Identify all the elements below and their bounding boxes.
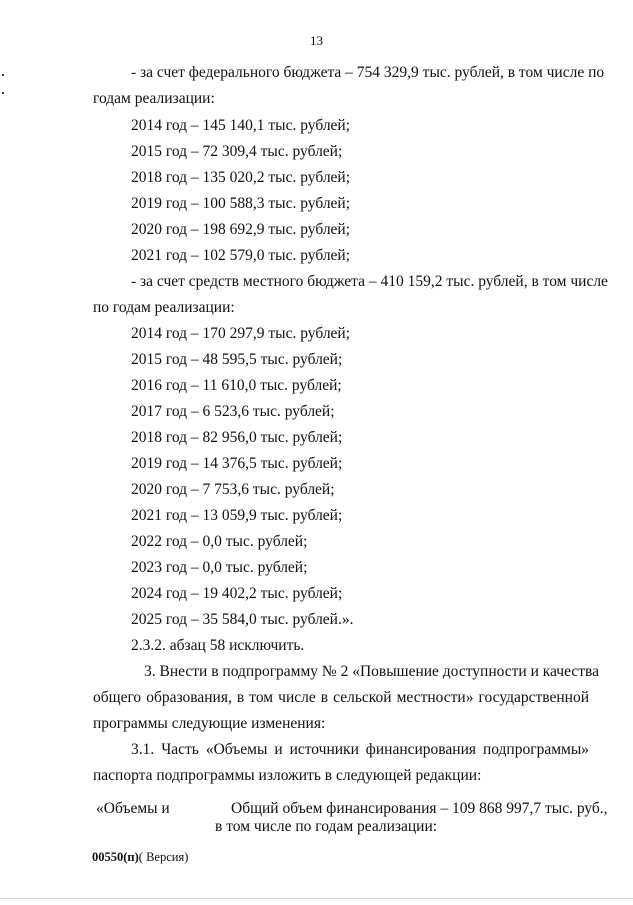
- item-3-line-2: общего образования, в том числе в сельской местности» государственной: [93, 689, 589, 706]
- local-year-2021: 2021 год – 13 059,9 тыс. рублей;: [131, 507, 343, 524]
- local-year-2019: 2019 год – 14 376,5 тыс. рублей;: [131, 455, 343, 472]
- federal-year-2015: 2015 год – 72 309,4 тыс. рублей;: [131, 143, 343, 160]
- local-year-2016: 2016 год – 11 610,0 тыс. рублей;: [131, 377, 342, 394]
- scan-edge: [0, 898, 633, 899]
- item-3-1-line-1: 3.1. Часть «Объемы и источники финансирования подпрограммы»: [131, 741, 589, 758]
- local-year-2020: 2020 год – 7 753,6 тыс. рублей;: [131, 481, 335, 498]
- page-number: 13: [310, 33, 323, 48]
- item-3-1-line-2: паспорта подпрограммы изложить в следующей редакции:: [93, 767, 482, 784]
- local-year-2014: 2014 год – 170 297,9 тыс. рублей;: [131, 325, 351, 342]
- footer-code: 00550(п): [92, 850, 139, 864]
- local-year-2025: 2025 год – 35 584,0 тыс. рублей.».: [131, 611, 354, 628]
- item-2-3-2: 2.3.2. абзац 58 исключить.: [131, 637, 305, 654]
- federal-line-1: - за счет федерального бюджета – 754 329,9 тыс. рублей, в том числе по: [131, 64, 605, 81]
- federal-line-2: годам реализации:: [93, 90, 215, 107]
- table-row-total: Общий объем финансирования – 109 868 997,7 тыс. руб.,: [231, 800, 608, 817]
- margin-mark: [2, 92, 4, 94]
- margin-mark: [2, 74, 4, 76]
- local-year-2017: 2017 год – 6 523,6 тыс. рублей;: [131, 403, 335, 420]
- local-line-1: - за счет средств местного бюджета – 410 159,2 тыс. рублей, в том числе: [131, 273, 608, 290]
- federal-year-2014: 2014 год – 145 140,1 тыс. рублей;: [131, 117, 351, 134]
- federal-year-2019: 2019 год – 100 588,3 тыс. рублей;: [131, 195, 351, 212]
- footer-version: ( Версия): [138, 850, 189, 864]
- local-line-2: по годам реализации:: [93, 299, 235, 316]
- local-year-2018: 2018 год – 82 956,0 тыс. рублей;: [131, 429, 343, 446]
- federal-year-2020: 2020 год – 198 692,9 тыс. рублей;: [131, 221, 351, 238]
- local-year-2023: 2023 год – 0,0 тыс. рублей;: [131, 559, 308, 576]
- item-3-line-3: программы следующие изменения:: [93, 715, 326, 732]
- footer: [92, 850, 188, 865]
- item-3-line-1: 3. Внести в подпрограмму № 2 «Повышение доступности и качества: [144, 663, 600, 680]
- local-year-2024: 2024 год – 19 402,2 тыс. рублей;: [131, 585, 343, 602]
- table-row-years: в том числе по годам реализации:: [215, 818, 438, 835]
- local-year-2022: 2022 год – 0,0 тыс. рублей;: [131, 533, 308, 550]
- federal-year-2021: 2021 год – 102 579,0 тыс. рублей;: [131, 247, 351, 264]
- table-row-label: «Объемы и: [96, 800, 170, 817]
- local-year-2015: 2015 год – 48 595,5 тыс. рублей;: [131, 351, 343, 368]
- federal-year-2018: 2018 год – 135 020,2 тыс. рублей;: [131, 169, 351, 186]
